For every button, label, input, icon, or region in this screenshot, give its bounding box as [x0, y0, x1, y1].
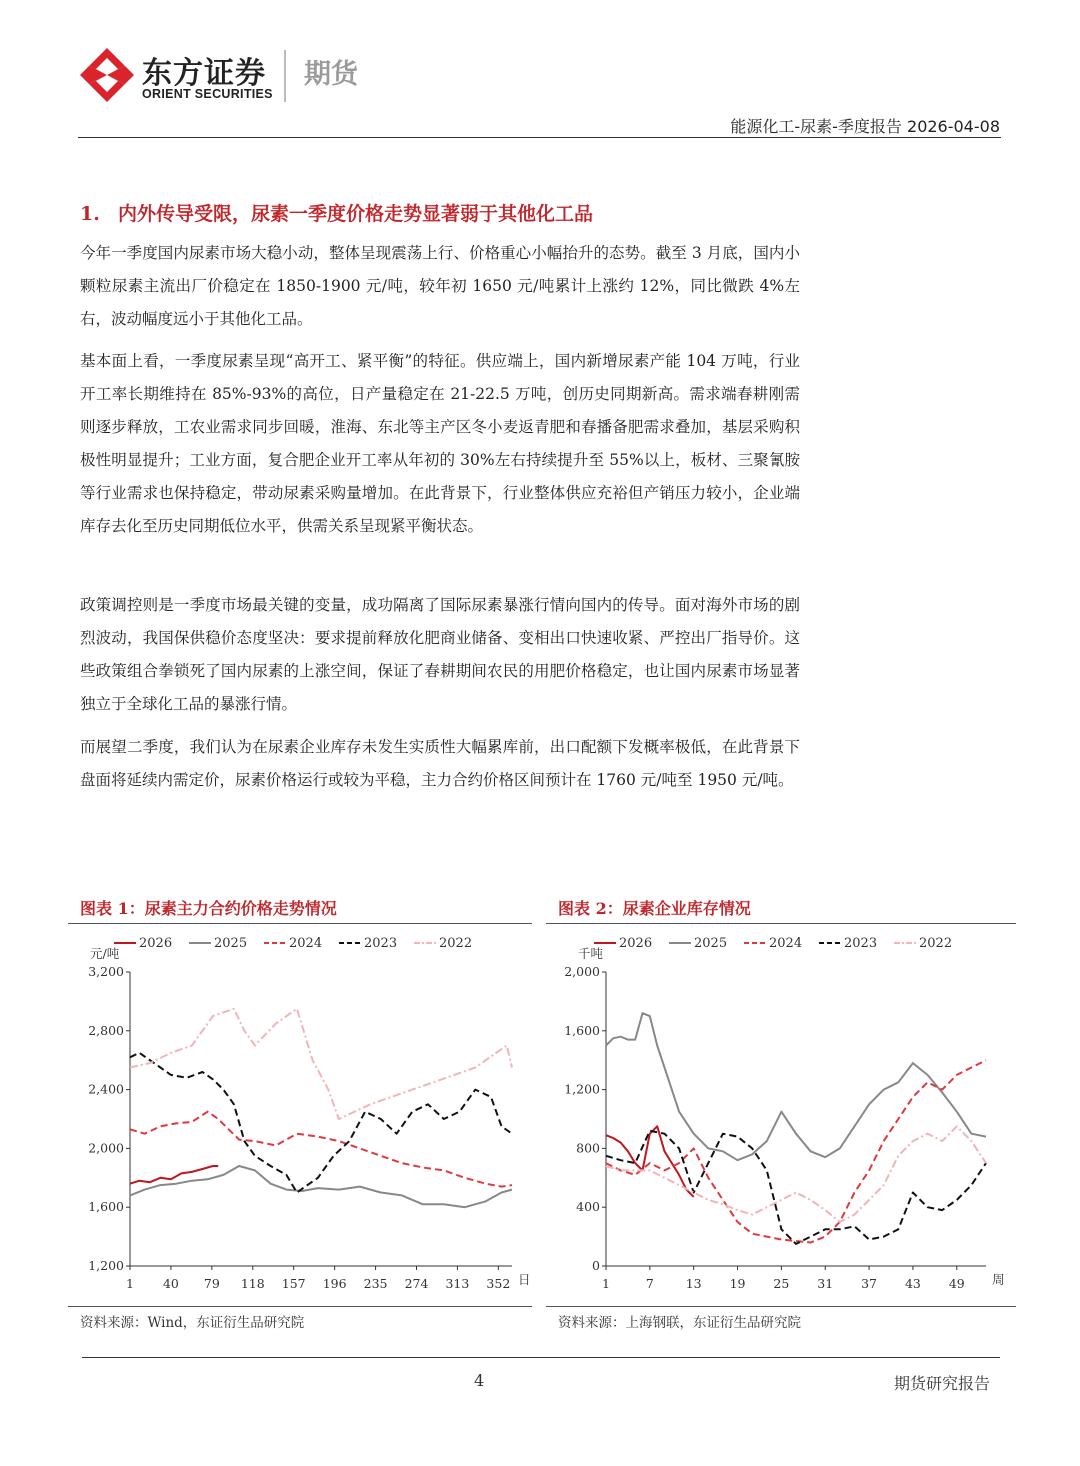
legend-label-2025: 2025 [694, 936, 728, 951]
x-tick-label: 313 [445, 1276, 470, 1291]
x-tick-label: 157 [281, 1276, 306, 1291]
x-tick-label: 13 [685, 1276, 702, 1291]
x-tick-label: 352 [486, 1276, 511, 1291]
report-info: 能源化工-尿素-季度报告 2026-04-08 [730, 117, 1000, 136]
figure-1-title: 图表 1：尿素主力合约价格走势情况 [80, 899, 337, 918]
x-tick-label: 7 [645, 1276, 654, 1291]
legend-label-2024: 2024 [289, 936, 323, 951]
x-tick-label: 118 [240, 1276, 265, 1291]
series-line-2024 [606, 1060, 986, 1242]
legend-label-2025: 2025 [214, 936, 248, 951]
y-tick-label: 800 [576, 1140, 600, 1156]
figure-2-top-rule [546, 923, 1016, 924]
y-tick-label: 2,000 [88, 1140, 124, 1156]
figure-2-source-rule [546, 1306, 1016, 1307]
x-tick-label: 79 [203, 1276, 220, 1291]
series-line-2022 [130, 1009, 512, 1119]
section-title-text: 内外传导受限，尿素一季度价格走势显著弱于其他化工品 [118, 203, 594, 225]
figure-2-chart [546, 928, 1016, 1304]
paragraph-policy: 政策调控则是一季度市场最关键的变量，成功隔离了国际尿素暴涨行情向国内的传导。面对海外市场的剧烈波动，我国保供稳价态度坚决：要求提前释放化肥商业储备、变相出口快速收紧、严控出厂指导价。这些政策组合拳锁死了国内尿素的上涨空间，保证了春耕期间农民的用肥价格稳定，也让国内尿素市场显著独立于全球化工品的暴涨行情。 [80, 596, 800, 713]
logo-company-name: 东方证券 [142, 56, 266, 91]
figure-1-chart [68, 928, 532, 1304]
legend-label-2026: 2026 [139, 936, 173, 951]
legend-label-2024: 2024 [769, 936, 803, 951]
y-tick-label: 1,200 [564, 1081, 600, 1097]
paragraph-outlook: 而展望二季度，我们认为在尿素企业库存未发生实质性大幅累库前，出口配额下发概率极低，在此背景下盘面将延续内需定价，尿素价格运行或较为平稳，主力合约价格区间预计在 1760 元/吨至 1950 元/吨。 [80, 738, 800, 789]
figure-1-top-rule [68, 923, 532, 924]
logo-company-name-english: ORIENT SECURITIES [142, 87, 273, 101]
x-tick-label: 274 [404, 1276, 429, 1291]
footer-rule [82, 1357, 1000, 1358]
legend-label-2023: 2023 [364, 936, 398, 951]
legend-label-2026: 2026 [619, 936, 653, 951]
series-line-2026 [606, 1126, 694, 1197]
figure-1-source: 资料来源：Wind，东证衍生品研究院 [80, 1315, 305, 1331]
series-line-2024 [130, 1112, 512, 1187]
logo-divider [284, 50, 286, 102]
x-tick-label: 49 [948, 1276, 965, 1291]
header-rule [78, 137, 1001, 138]
x-tick-label: 196 [322, 1276, 347, 1291]
x-tick-label: 40 [162, 1276, 179, 1291]
y-tick-label: 2,400 [88, 1081, 124, 1097]
figure-1-source-rule [68, 1306, 532, 1307]
y-tick-label: 0 [592, 1258, 600, 1273]
x-tick-label: 43 [904, 1276, 921, 1291]
x-tick-label: 1 [126, 1276, 134, 1291]
x-tick-label: 25 [773, 1276, 790, 1291]
x-axis-label: 周 [992, 1272, 1005, 1287]
x-tick-label: 235 [363, 1276, 388, 1291]
x-tick-label: 19 [729, 1276, 746, 1291]
section-title [80, 199, 593, 226]
y-tick-label: 1,600 [564, 1022, 600, 1038]
y-tick-label: 1,200 [88, 1258, 124, 1273]
x-axis-label: 日 [518, 1272, 531, 1287]
logo-futures-label: 期货 [304, 59, 358, 90]
y-tick-label: 3,200 [88, 964, 124, 979]
series-line-2026 [130, 1166, 218, 1184]
paragraph-overview: 今年一季度国内尿素市场大稳小动，整体呈现震荡上行、价格重心小幅抬升的态势。截至 3 月底，国内小颗粒尿素主流出厂价稳定在 1850-1900 元/吨，较年初 1650 元/吨累计上涨约 12%，同比微跌 4%左右，波动幅度远小于其他化工品。 [80, 244, 800, 328]
x-tick-label: 31 [817, 1276, 834, 1291]
x-tick-label: 1 [602, 1276, 610, 1291]
figure-2-source: 资料来源：上海钢联，东证衍生品研究院 [558, 1315, 801, 1331]
section-number: 1. [80, 203, 100, 225]
y-axis-label: 元/吨 [90, 946, 120, 961]
series-line-2025 [606, 1013, 986, 1160]
legend-label-2023: 2023 [844, 936, 878, 951]
legend-label-2022: 2022 [439, 936, 473, 951]
y-tick-label: 1,600 [88, 1199, 124, 1215]
page-number: 4 [474, 1371, 485, 1390]
paragraph-fundamentals: 基本面上看，一季度尿素呈现“高开工、紧平衡”的特征。供应端上，国内新增尿素产能 104 万吨，行业开工率长期维持在 85%-93%的高位，日产量稳定在 21-22.5 万吨，创历史同期新高。需求端春耕刚需则逐步释放，工农业需求同步回暖，淮海、东北等主产区冬小麦返青肥和春播备肥需求叠加，基层采购积极性明显提升；工业方面，复合肥企业开工率从年初的 30%左右持续提升至 55%以上，板材、三聚氰胺等行业需求也保持稳定，带动尿素采购量增加。在此背景下，行业整体供应充裕但产销压力较小，企业端库存去化至历史同期低位水平，供需关系呈现紧平衡状态。 [80, 352, 800, 535]
y-tick-label: 400 [576, 1199, 600, 1215]
y-axis-label: 千吨 [578, 946, 604, 961]
footer-report-type: 期货研究报告 [893, 1374, 990, 1393]
orient-securities-logo-icon [78, 46, 136, 104]
legend-label-2022: 2022 [919, 936, 953, 951]
y-tick-label: 2,800 [88, 1022, 124, 1038]
y-tick-label: 2,000 [564, 964, 600, 979]
x-tick-label: 37 [861, 1276, 878, 1291]
figure-2-title: 图表 2：尿素企业库存情况 [558, 899, 751, 918]
